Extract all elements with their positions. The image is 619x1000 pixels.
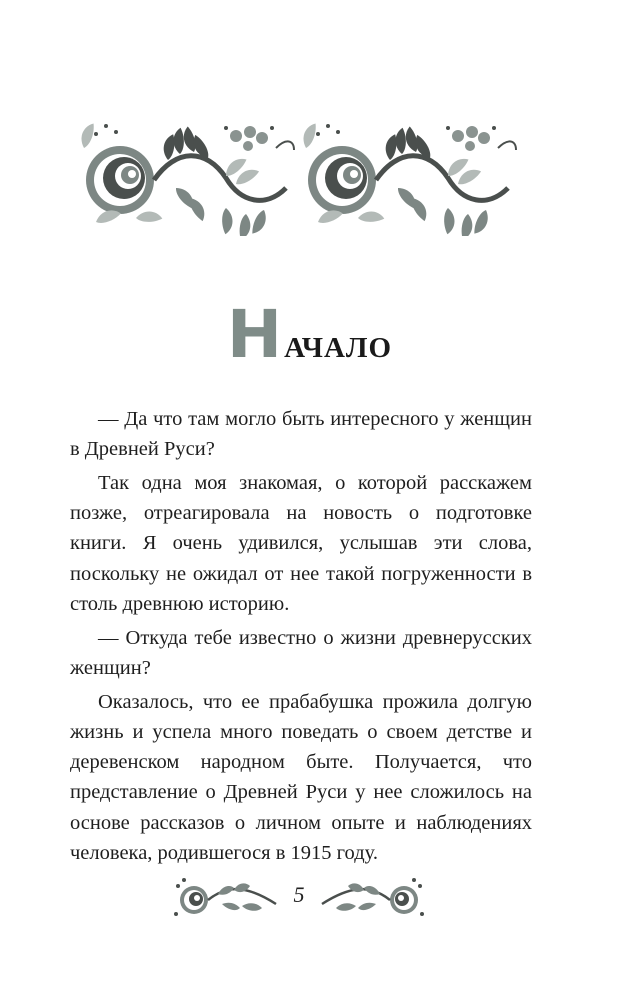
paragraph: — Да что там могло быть интересного у женщин в Древней Руси?: [70, 408, 532, 461]
top-floral-ornament-icon: [76, 118, 520, 236]
chapter-title-text: АЧАЛО: [284, 332, 393, 364]
page-number: 5: [293, 882, 305, 907]
body-text: [70, 404, 532, 872]
paragraph: Так одна моя знакомая, о которой расскажем позже, отреагировала на новость о подготовке книги. Я очень удивился, услышав эти слова, поскольку не ожидал от нее такой погруженности в столь древнюю историю.: [70, 471, 532, 616]
drop-cap: Н: [226, 296, 283, 373]
chapter-title: [0, 296, 619, 373]
bottom-left-ornament-icon: [168, 874, 280, 922]
paragraph: — Откуда тебе известно о жизни древнерусских женщин?: [70, 626, 532, 679]
paragraph: Оказалось, что ее прабабушка прожила долгую жизнь и успела много поведать о своем детстве и деревенском народном быте. Получается, что представление о Древней Руси у нее сложилось на основе рассказов о личном опыте и наблюдениях человека, родившегося в 1915 году.: [70, 690, 532, 865]
bottom-right-ornament-icon: [318, 874, 430, 922]
